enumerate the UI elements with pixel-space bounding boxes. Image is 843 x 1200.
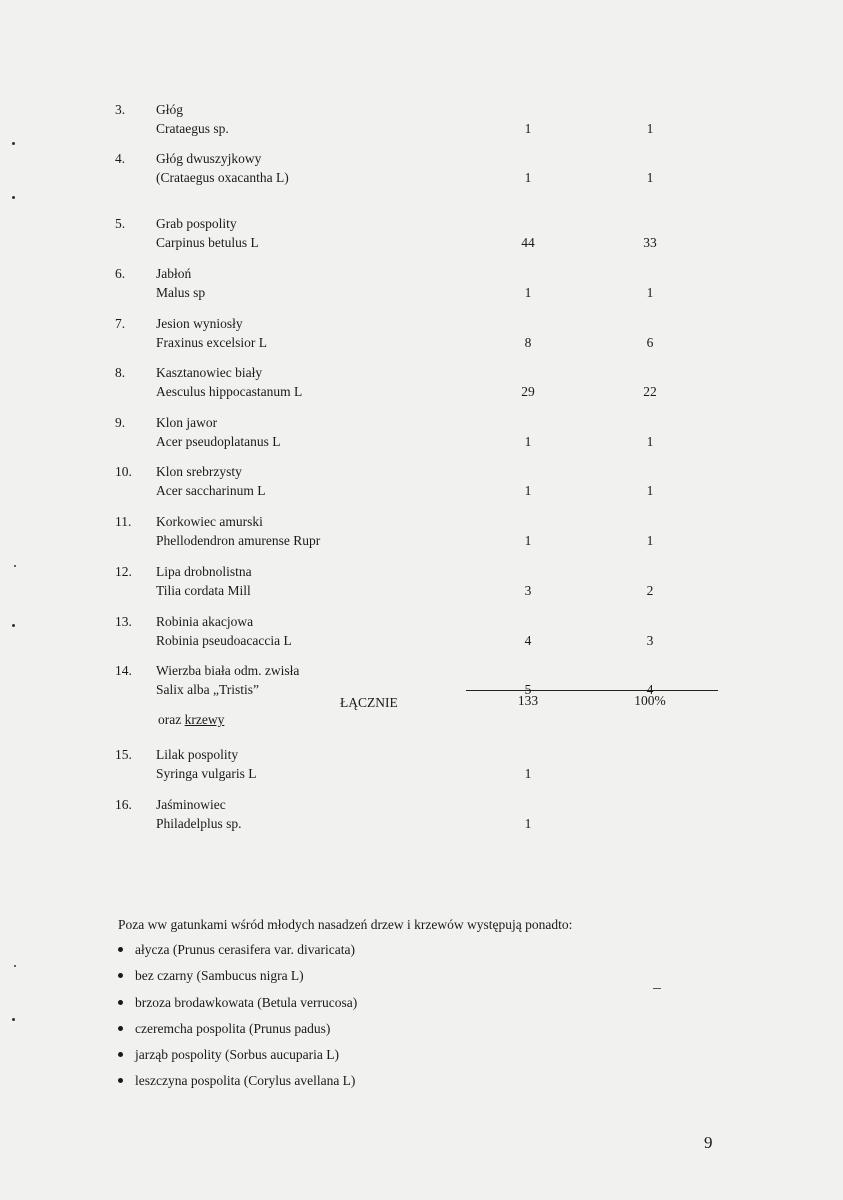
bullet-icon — [118, 1052, 123, 1057]
table-row — [0, 314, 843, 354]
row-number: 4. — [115, 151, 126, 166]
row-number: 7. — [115, 316, 126, 331]
table-row — [0, 661, 843, 701]
polish-name: Robinia akacjowa — [156, 614, 254, 629]
list-item-text: leszczyna pospolita (Corylus avellana L) — [135, 1073, 356, 1089]
list-item-text: brzoza brodawkowata (Betula verrucosa) — [135, 994, 358, 1010]
count-value: 1 — [524, 766, 532, 781]
latin-name: Philadelplus sp. — [156, 816, 242, 831]
table-row — [0, 413, 843, 453]
total-rule — [466, 690, 718, 691]
count-value: 1 — [524, 483, 532, 498]
polish-name: Jaśminowiec — [156, 797, 226, 812]
percent-value: 1 — [646, 483, 654, 498]
latin-name: (Crataegus oxacantha L) — [156, 170, 289, 185]
percent-value: 4 — [646, 682, 654, 697]
row-number: 6. — [115, 266, 126, 281]
latin-name: Salix alba „Tristis” — [156, 682, 259, 697]
bullet-icon — [118, 1026, 123, 1031]
row-number: 13. — [115, 614, 132, 629]
polish-name: Lipa drobnolistna — [156, 564, 252, 579]
table-row — [0, 795, 843, 835]
row-number: 15. — [115, 747, 132, 762]
list-item — [118, 966, 357, 992]
count-value: 29 — [521, 384, 535, 399]
table-row — [0, 149, 843, 189]
total-count: 133 — [517, 693, 539, 708]
polish-name: Grab pospolity — [156, 216, 237, 231]
list-item-text: bez czarny (Sambucus nigra L) — [135, 968, 304, 984]
table-row — [0, 264, 843, 304]
polish-name: Korkowiec amurski — [156, 514, 263, 529]
percent-value: 33 — [643, 235, 657, 250]
polish-name: Klon jawor — [156, 415, 218, 430]
bullet-icon — [118, 1078, 123, 1083]
shrubs-heading-underlined: krzewy — [184, 712, 225, 727]
polish-name: Głóg — [156, 102, 183, 117]
list-item — [118, 993, 357, 1019]
latin-name: Syringa vulgaris L — [156, 766, 257, 781]
table-row — [0, 214, 843, 254]
table-row — [0, 612, 843, 652]
table-row — [0, 100, 843, 140]
row-number: 10. — [115, 464, 132, 479]
row-number: 16. — [115, 797, 132, 812]
latin-name: Acer pseudoplatanus L — [156, 434, 281, 449]
scan-speck — [14, 565, 16, 567]
row-number: 5. — [115, 216, 126, 231]
count-value: 1 — [524, 121, 532, 136]
polish-name: Wierzba biała odm. zwisła — [156, 663, 300, 678]
scan-speck — [12, 1018, 15, 1021]
scan-mark — [653, 988, 661, 989]
scan-speck — [12, 142, 15, 145]
row-number: 12. — [115, 564, 132, 579]
latin-name: Crataegus sp. — [156, 121, 229, 136]
list-item — [118, 1019, 357, 1045]
row-number: 3. — [115, 102, 126, 117]
list-item-text: jarząb pospolity (Sorbus aucuparia L) — [135, 1047, 339, 1063]
total-percent: 100% — [634, 693, 666, 708]
row-number: 11. — [115, 514, 132, 529]
list-item — [118, 1045, 357, 1071]
count-value: 1 — [524, 434, 532, 449]
scan-speck — [14, 965, 16, 967]
additional-species-list — [118, 940, 357, 1098]
polish-name: Klon srebrzysty — [156, 464, 242, 479]
latin-name: Acer saccharinum L — [156, 483, 266, 498]
polish-name: Jesion wyniosły — [156, 316, 243, 331]
row-number: 14. — [115, 663, 132, 678]
latin-name: Aesculus hippocastanum L — [156, 384, 303, 399]
count-value: 4 — [524, 633, 532, 648]
row-number: 9. — [115, 415, 126, 430]
percent-value: 1 — [646, 434, 654, 449]
bullet-icon — [118, 947, 123, 952]
count-value: 8 — [524, 335, 532, 350]
percent-value: 1 — [646, 533, 654, 548]
bullet-icon — [118, 1000, 123, 1005]
latin-name: Tilia cordata Mill — [156, 583, 251, 598]
table-row — [0, 512, 843, 552]
polish-name: Kasztanowiec biały — [156, 365, 263, 380]
total-label: ŁĄCZNIE — [340, 695, 398, 710]
row-number: 8. — [115, 365, 126, 380]
polish-name: Lilak pospolity — [156, 747, 239, 762]
intro-paragraph: Poza ww gatunkami wśród młodych nasadzeń drzew i krzewów występują ponadto: — [118, 917, 573, 932]
latin-name: Phellodendron amurense Rupr — [156, 533, 321, 548]
scan-speck — [12, 624, 15, 627]
list-item-text: ałycza (Prunus cerasifera var. divaricata) — [135, 942, 356, 957]
scan-speck — [12, 196, 15, 199]
count-value: 44 — [521, 235, 535, 250]
bullet-icon — [118, 973, 123, 978]
latin-name: Carpinus betulus L — [156, 235, 259, 250]
shrubs-heading-prefix: oraz — [158, 712, 185, 727]
percent-value: 3 — [646, 633, 654, 648]
list-item — [118, 1071, 357, 1097]
list-item-text: czeremcha pospolita (Prunus padus) — [135, 1020, 331, 1036]
count-value: 3 — [524, 583, 532, 598]
polish-name: Jabłoń — [156, 266, 192, 281]
latin-name: Malus sp — [156, 285, 206, 300]
percent-value: 1 — [646, 170, 654, 185]
count-value: 1 — [524, 816, 532, 831]
count-value: 1 — [524, 285, 532, 300]
percent-value: 1 — [646, 121, 654, 136]
percent-value: 22 — [643, 384, 657, 399]
count-value: 5 — [524, 682, 532, 697]
list-item — [118, 940, 357, 966]
latin-name: Fraxinus excelsior L — [156, 335, 267, 350]
count-value: 1 — [524, 170, 532, 185]
polish-name: Głóg dwuszyjkowy — [156, 151, 262, 166]
count-value: 1 — [524, 533, 532, 548]
latin-name: Robinia pseudoacaccia L — [156, 633, 292, 648]
percent-value: 1 — [646, 285, 654, 300]
page-number: 9 — [704, 1133, 713, 1152]
table-row — [0, 462, 843, 502]
shrubs-heading — [158, 712, 224, 728]
table-row — [0, 562, 843, 602]
percent-value: 6 — [646, 335, 654, 350]
table-row — [0, 363, 843, 403]
table-row — [0, 745, 843, 785]
percent-value: 2 — [646, 583, 654, 598]
